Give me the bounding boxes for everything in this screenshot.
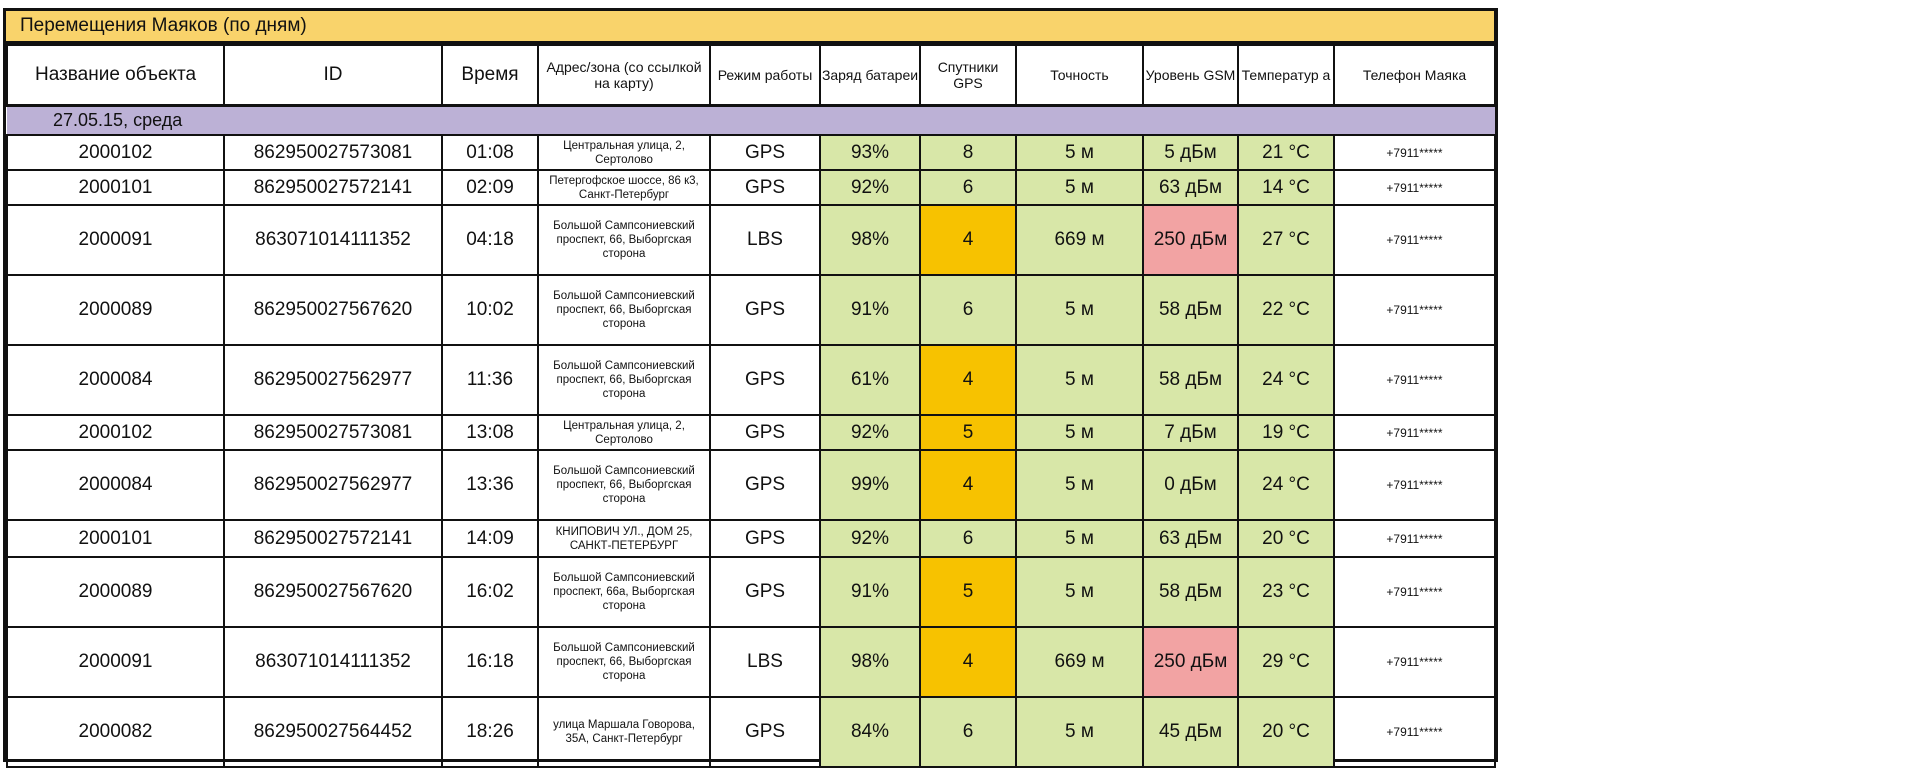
cell-gsm: 5 дБм bbox=[1143, 135, 1238, 170]
cell-id: 862950027562977 bbox=[224, 450, 442, 520]
cell-gsm: 7 дБм bbox=[1143, 415, 1238, 450]
table-row[interactable] bbox=[7, 170, 1495, 205]
cell-mode: GPS bbox=[710, 557, 820, 627]
cell-address[interactable]: Большой Сампсониевский проспект, 66, Выборгская сторона bbox=[538, 450, 710, 520]
cell-sats: 8 bbox=[920, 135, 1016, 170]
col-header-mode[interactable]: Режим работы bbox=[710, 45, 820, 106]
cell-temp: 29 °C bbox=[1238, 627, 1334, 697]
cell-mode: GPS bbox=[710, 520, 820, 557]
col-header-temp[interactable]: Температур а bbox=[1238, 45, 1334, 106]
cell-sats: 5 bbox=[920, 557, 1016, 627]
cell-sats: 6 bbox=[920, 520, 1016, 557]
table-row[interactable] bbox=[7, 345, 1495, 415]
cell-address[interactable]: Большой Сампсониевский проспект, 66, Выборгская сторона bbox=[538, 345, 710, 415]
cell-gsm: 58 дБм bbox=[1143, 345, 1238, 415]
cell-mode: GPS bbox=[710, 135, 820, 170]
cell-temp: 23 °C bbox=[1238, 557, 1334, 627]
cell-battery: 93% bbox=[820, 135, 920, 170]
cell-battery: 98% bbox=[820, 205, 920, 275]
cell-battery: 91% bbox=[820, 275, 920, 345]
col-header-address[interactable]: Адрес/зона (со ссылкой на карту) bbox=[538, 45, 710, 106]
cell-address[interactable]: Большой Сампсониевский проспект, 66, Выборгская сторона bbox=[538, 205, 710, 275]
cell-temp: 22 °C bbox=[1238, 275, 1334, 345]
cell-battery: 92% bbox=[820, 520, 920, 557]
cell-name: 2000091 bbox=[7, 205, 224, 275]
table-row[interactable] bbox=[7, 627, 1495, 697]
cell-time: 11:36 bbox=[442, 345, 538, 415]
cell-time: 01:08 bbox=[442, 135, 538, 170]
cell-sats: 4 bbox=[920, 627, 1016, 697]
table-row[interactable] bbox=[7, 135, 1495, 170]
cell-phone: +7911***** bbox=[1334, 520, 1495, 557]
cell-gsm: 58 дБм bbox=[1143, 557, 1238, 627]
col-header-accuracy[interactable]: Точность bbox=[1016, 45, 1143, 106]
cell-temp: 14 °C bbox=[1238, 170, 1334, 205]
cell-mode: GPS bbox=[710, 275, 820, 345]
cell-mode: GPS bbox=[710, 345, 820, 415]
cell-accuracy: 5 м bbox=[1016, 275, 1143, 345]
cell-battery: 84% bbox=[820, 697, 920, 767]
cell-id: 863071014111352 bbox=[224, 627, 442, 697]
date-group-row bbox=[7, 106, 1495, 136]
cell-sats: 4 bbox=[920, 450, 1016, 520]
cell-temp: 24 °C bbox=[1238, 450, 1334, 520]
cell-name: 2000084 bbox=[7, 450, 224, 520]
cell-id: 862950027573081 bbox=[224, 135, 442, 170]
cell-accuracy: 5 м bbox=[1016, 135, 1143, 170]
cell-accuracy: 5 м bbox=[1016, 415, 1143, 450]
cell-gsm: 0 дБм bbox=[1143, 450, 1238, 520]
cell-id: 862950027564452 bbox=[224, 697, 442, 767]
cell-phone: +7911***** bbox=[1334, 415, 1495, 450]
cell-time: 10:02 bbox=[442, 275, 538, 345]
cell-time: 04:18 bbox=[442, 205, 538, 275]
cell-battery: 92% bbox=[820, 170, 920, 205]
cell-accuracy: 5 м bbox=[1016, 520, 1143, 557]
cell-sats: 4 bbox=[920, 345, 1016, 415]
panel-title: Перемещения Маяков (по дням) bbox=[6, 11, 1494, 44]
cell-accuracy: 5 м bbox=[1016, 170, 1143, 205]
cell-gsm: 58 дБм bbox=[1143, 275, 1238, 345]
cell-phone: +7911***** bbox=[1334, 450, 1495, 520]
cell-name: 2000101 bbox=[7, 170, 224, 205]
cell-mode: GPS bbox=[710, 450, 820, 520]
cell-phone: +7911***** bbox=[1334, 135, 1495, 170]
cell-name: 2000102 bbox=[7, 415, 224, 450]
cell-battery: 99% bbox=[820, 450, 920, 520]
cell-temp: 20 °C bbox=[1238, 520, 1334, 557]
cell-mode: GPS bbox=[710, 697, 820, 767]
cell-id: 862950027562977 bbox=[224, 345, 442, 415]
cell-battery: 92% bbox=[820, 415, 920, 450]
cell-accuracy: 5 м bbox=[1016, 557, 1143, 627]
cell-time: 16:02 bbox=[442, 557, 538, 627]
cell-address[interactable]: Центральная улица, 2, Сертолово bbox=[538, 135, 710, 170]
movements-table bbox=[6, 44, 1496, 768]
cell-mode: LBS bbox=[710, 627, 820, 697]
cell-accuracy: 669 м bbox=[1016, 627, 1143, 697]
cell-temp: 24 °C bbox=[1238, 345, 1334, 415]
cell-time: 02:09 bbox=[442, 170, 538, 205]
col-header-sats[interactable]: Спутники GPS bbox=[920, 45, 1016, 106]
cell-address[interactable]: Петергофское шоссе, 86 к3, Санкт-Петербург bbox=[538, 170, 710, 205]
col-header-id[interactable]: ID bbox=[224, 45, 442, 106]
cell-sats: 6 bbox=[920, 697, 1016, 767]
cell-phone: +7911***** bbox=[1334, 697, 1495, 767]
cell-name: 2000089 bbox=[7, 275, 224, 345]
cell-phone: +7911***** bbox=[1334, 557, 1495, 627]
cell-accuracy: 5 м bbox=[1016, 345, 1143, 415]
cell-gsm: 250 дБм bbox=[1143, 627, 1238, 697]
cell-name: 2000082 bbox=[7, 697, 224, 767]
cell-temp: 19 °C bbox=[1238, 415, 1334, 450]
col-header-phone[interactable]: Телефон Маяка bbox=[1334, 45, 1495, 106]
cell-name: 2000102 bbox=[7, 135, 224, 170]
cell-accuracy: 5 м bbox=[1016, 697, 1143, 767]
beacon-movements-panel bbox=[3, 8, 1498, 762]
cell-gsm: 45 дБм bbox=[1143, 697, 1238, 767]
cell-address[interactable]: Центральная улица, 2, Сертолово bbox=[538, 415, 710, 450]
cell-battery: 91% bbox=[820, 557, 920, 627]
cell-phone: +7911***** bbox=[1334, 345, 1495, 415]
cell-name: 2000084 bbox=[7, 345, 224, 415]
cell-gsm: 63 дБм bbox=[1143, 170, 1238, 205]
cell-address[interactable]: КНИПОВИЧ УЛ., ДОМ 25, САНКТ-ПЕТЕРБУРГ bbox=[538, 520, 710, 557]
table-row[interactable] bbox=[7, 415, 1495, 450]
cell-address[interactable]: улица Маршала Говорова, 35А, Санкт-Петербург bbox=[538, 697, 710, 767]
col-header-battery[interactable]: Заряд батареи bbox=[820, 45, 920, 106]
col-header-gsm[interactable]: Уровень GSM bbox=[1143, 45, 1238, 106]
cell-time: 16:18 bbox=[442, 627, 538, 697]
cell-mode: GPS bbox=[710, 170, 820, 205]
cell-phone: +7911***** bbox=[1334, 627, 1495, 697]
date-label: 27.05.15, среда bbox=[7, 106, 1495, 136]
table-row[interactable] bbox=[7, 697, 1495, 767]
cell-gsm: 63 дБм bbox=[1143, 520, 1238, 557]
cell-accuracy: 669 м bbox=[1016, 205, 1143, 275]
cell-address[interactable]: Большой Сампсониевский проспект, 66а, Выборгская сторона bbox=[538, 557, 710, 627]
col-header-time[interactable]: Время bbox=[442, 45, 538, 106]
cell-id: 862950027572141 bbox=[224, 170, 442, 205]
cell-time: 14:09 bbox=[442, 520, 538, 557]
cell-name: 2000091 bbox=[7, 627, 224, 697]
cell-mode: LBS bbox=[710, 205, 820, 275]
cell-phone: +7911***** bbox=[1334, 170, 1495, 205]
cell-name: 2000101 bbox=[7, 520, 224, 557]
cell-temp: 21 °C bbox=[1238, 135, 1334, 170]
cell-battery: 98% bbox=[820, 627, 920, 697]
table-row[interactable] bbox=[7, 520, 1495, 557]
cell-id: 862950027572141 bbox=[224, 520, 442, 557]
col-header-name[interactable]: Название объекта bbox=[7, 45, 224, 106]
cell-id: 863071014111352 bbox=[224, 205, 442, 275]
cell-sats: 6 bbox=[920, 170, 1016, 205]
cell-mode: GPS bbox=[710, 415, 820, 450]
cell-address[interactable]: Большой Сампсониевский проспект, 66, Выборгская сторона bbox=[538, 627, 710, 697]
cell-gsm: 250 дБм bbox=[1143, 205, 1238, 275]
cell-sats: 4 bbox=[920, 205, 1016, 275]
cell-temp: 20 °C bbox=[1238, 697, 1334, 767]
cell-sats: 5 bbox=[920, 415, 1016, 450]
cell-phone: +7911***** bbox=[1334, 205, 1495, 275]
table-row[interactable] bbox=[7, 275, 1495, 345]
cell-address[interactable]: Большой Сампсониевский проспект, 66, Выборгская сторона bbox=[538, 275, 710, 345]
cell-phone: +7911***** bbox=[1334, 275, 1495, 345]
cell-id: 862950027567620 bbox=[224, 275, 442, 345]
table-row[interactable] bbox=[7, 450, 1495, 520]
header-row bbox=[7, 45, 1495, 106]
cell-time: 13:08 bbox=[442, 415, 538, 450]
table-row[interactable] bbox=[7, 205, 1495, 275]
cell-temp: 27 °C bbox=[1238, 205, 1334, 275]
cell-time: 18:26 bbox=[442, 697, 538, 767]
table-row[interactable] bbox=[7, 557, 1495, 627]
cell-name: 2000089 bbox=[7, 557, 224, 627]
cell-battery: 61% bbox=[820, 345, 920, 415]
cell-time: 13:36 bbox=[442, 450, 538, 520]
cell-sats: 6 bbox=[920, 275, 1016, 345]
cell-id: 862950027567620 bbox=[224, 557, 442, 627]
cell-id: 862950027573081 bbox=[224, 415, 442, 450]
cell-accuracy: 5 м bbox=[1016, 450, 1143, 520]
